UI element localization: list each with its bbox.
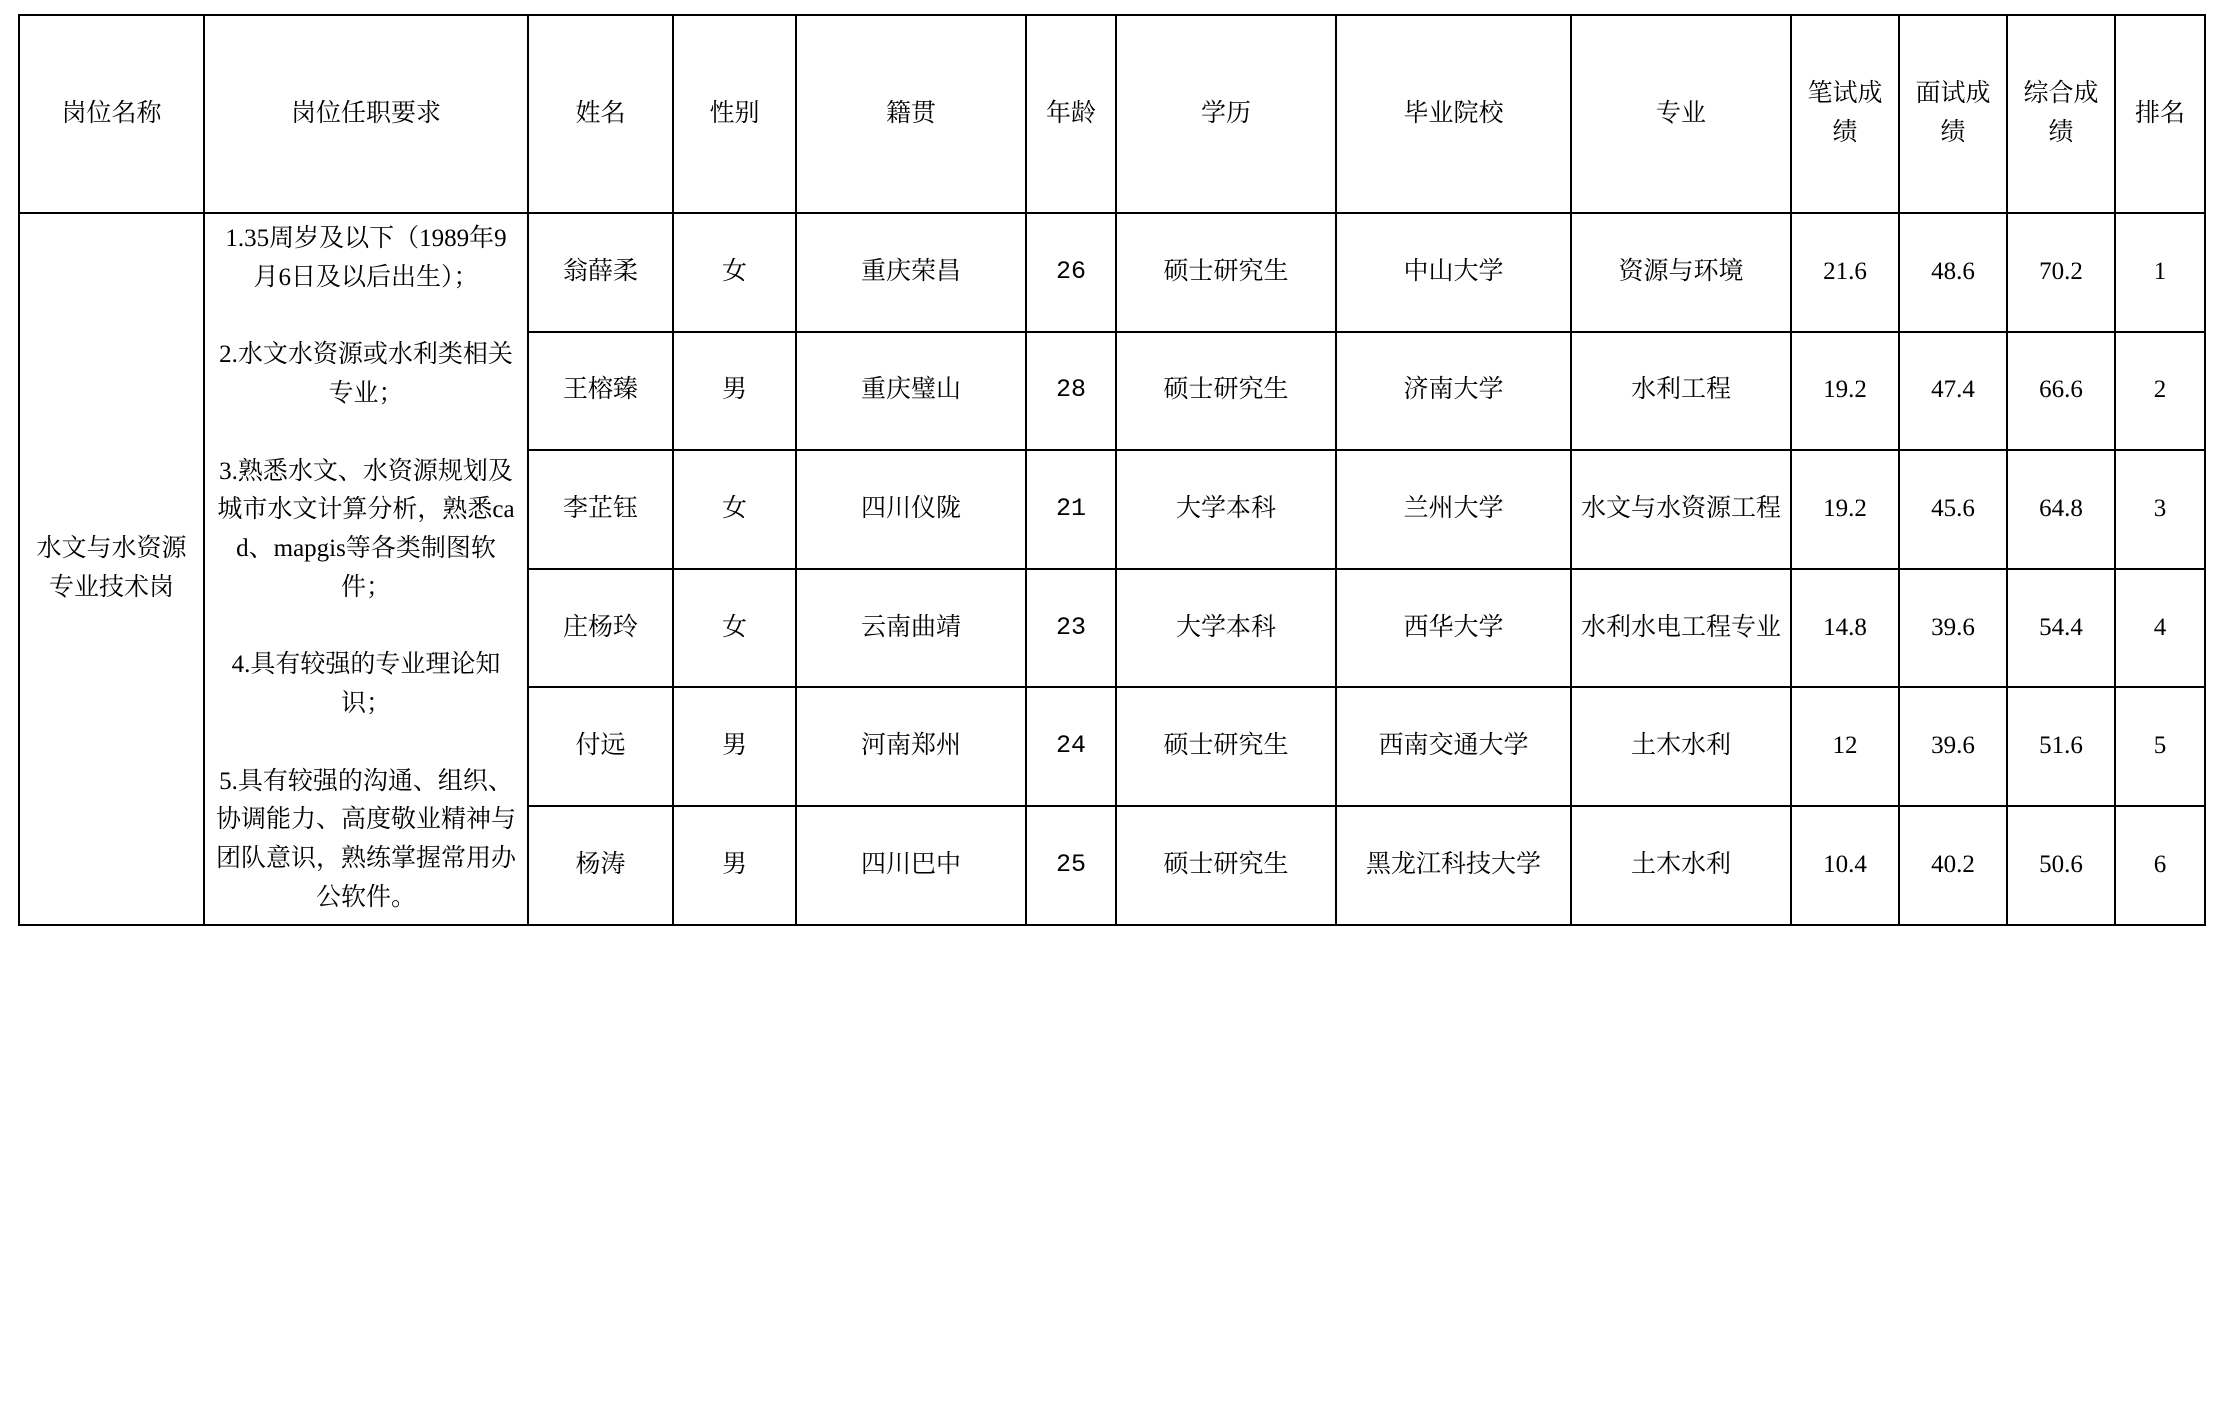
cell-total-score: 66.6	[2007, 332, 2115, 451]
requirement-line: 5.具有较强的沟通、组织、协调能力、高度敬业精神与团队意识，熟练掌握常用办公软件。	[215, 767, 516, 911]
cell-total-score: 50.6	[2007, 806, 2115, 925]
cell-gender: 女	[673, 569, 796, 688]
cell-origin: 重庆荣昌	[796, 213, 1026, 332]
cell-education: 硕士研究生	[1116, 213, 1336, 332]
column-header-interview-score: 面试成绩	[1899, 15, 2007, 213]
cell-gender: 男	[673, 806, 796, 925]
cell-written-score: 19.2	[1791, 332, 1899, 451]
cell-education: 硕士研究生	[1116, 687, 1336, 806]
column-header-requirements: 岗位任职要求	[204, 15, 528, 213]
cell-gender: 男	[673, 332, 796, 451]
cell-name: 翁薛柔	[528, 213, 673, 332]
cell-major: 土木水利	[1571, 806, 1791, 925]
requirement-line: 4.具有较强的专业理论知识；	[231, 651, 501, 717]
cell-school: 西华大学	[1336, 569, 1571, 688]
cell-education: 硕士研究生	[1116, 332, 1336, 451]
cell-interview-score: 39.6	[1899, 687, 2007, 806]
cell-school: 济南大学	[1336, 332, 1571, 451]
cell-age: 28	[1026, 332, 1116, 451]
cell-rank: 3	[2115, 450, 2205, 569]
cell-age: 25	[1026, 806, 1116, 925]
cell-education: 大学本科	[1116, 569, 1336, 688]
cell-written-score: 12	[1791, 687, 1899, 806]
cell-interview-score: 47.4	[1899, 332, 2007, 451]
cell-rank: 6	[2115, 806, 2205, 925]
column-header-rank: 排名	[2115, 15, 2205, 213]
cell-name: 杨涛	[528, 806, 673, 925]
cell-major: 资源与环境	[1571, 213, 1791, 332]
cell-origin: 四川仪陇	[796, 450, 1026, 569]
cell-age: 24	[1026, 687, 1116, 806]
cell-name: 李芷钰	[528, 450, 673, 569]
column-header-origin: 籍贯	[796, 15, 1026, 213]
cell-age: 26	[1026, 213, 1116, 332]
cell-interview-score: 45.6	[1899, 450, 2007, 569]
cell-school: 中山大学	[1336, 213, 1571, 332]
cell-written-score: 19.2	[1791, 450, 1899, 569]
column-header-age: 年龄	[1026, 15, 1116, 213]
column-header-post-name: 岗位名称	[19, 15, 204, 213]
cell-education: 硕士研究生	[1116, 806, 1336, 925]
column-header-education: 学历	[1116, 15, 1336, 213]
cell-written-score: 21.6	[1791, 213, 1899, 332]
requirement-line: 1.35周岁及以下（1989年9月6日及以后出生）；	[225, 225, 507, 291]
cell-interview-score: 39.6	[1899, 569, 2007, 688]
cell-origin: 河南郑州	[796, 687, 1026, 806]
candidate-results-table	[18, 14, 2206, 926]
cell-total-score: 54.4	[2007, 569, 2115, 688]
cell-major: 水文与水资源工程	[1571, 450, 1791, 569]
cell-education: 大学本科	[1116, 450, 1336, 569]
cell-name: 付远	[528, 687, 673, 806]
cell-rank: 5	[2115, 687, 2205, 806]
cell-origin: 四川巴中	[796, 806, 1026, 925]
cell-name: 庄杨玲	[528, 569, 673, 688]
cell-age: 23	[1026, 569, 1116, 688]
column-header-school: 毕业院校	[1336, 15, 1571, 213]
cell-total-score: 64.8	[2007, 450, 2115, 569]
cell-gender: 女	[673, 450, 796, 569]
cell-total-score: 70.2	[2007, 213, 2115, 332]
cell-major: 水利工程	[1571, 332, 1791, 451]
cell-written-score: 10.4	[1791, 806, 1899, 925]
cell-post-name: 水文与水资源专业技术岗	[19, 213, 204, 925]
cell-school: 兰州大学	[1336, 450, 1571, 569]
cell-interview-score: 40.2	[1899, 806, 2007, 925]
column-header-major: 专业	[1571, 15, 1791, 213]
cell-rank: 2	[2115, 332, 2205, 451]
column-header-total-score: 综合成绩	[2007, 15, 2115, 213]
cell-name: 王榕臻	[528, 332, 673, 451]
cell-origin: 重庆璧山	[796, 332, 1026, 451]
table-row	[19, 213, 2205, 332]
column-header-gender: 性别	[673, 15, 796, 213]
cell-interview-score: 48.6	[1899, 213, 2007, 332]
requirement-line: 3.熟悉水文、水资源规划及城市水文计算分析，熟悉cad、mapgis等各类制图软件；	[217, 457, 515, 601]
table-header-row	[19, 15, 2205, 213]
cell-major: 水利水电工程专业	[1571, 569, 1791, 688]
cell-gender: 男	[673, 687, 796, 806]
cell-gender: 女	[673, 213, 796, 332]
cell-origin: 云南曲靖	[796, 569, 1026, 688]
cell-age: 21	[1026, 450, 1116, 569]
cell-requirements	[204, 213, 528, 925]
cell-major: 土木水利	[1571, 687, 1791, 806]
cell-school: 西南交通大学	[1336, 687, 1571, 806]
column-header-written-score: 笔试成绩	[1791, 15, 1899, 213]
requirement-line: 2.水文水资源或水利类相关专业；	[219, 341, 513, 407]
column-header-name: 姓名	[528, 15, 673, 213]
cell-rank: 4	[2115, 569, 2205, 688]
cell-rank: 1	[2115, 213, 2205, 332]
cell-written-score: 14.8	[1791, 569, 1899, 688]
cell-total-score: 51.6	[2007, 687, 2115, 806]
cell-school: 黑龙江科技大学	[1336, 806, 1571, 925]
